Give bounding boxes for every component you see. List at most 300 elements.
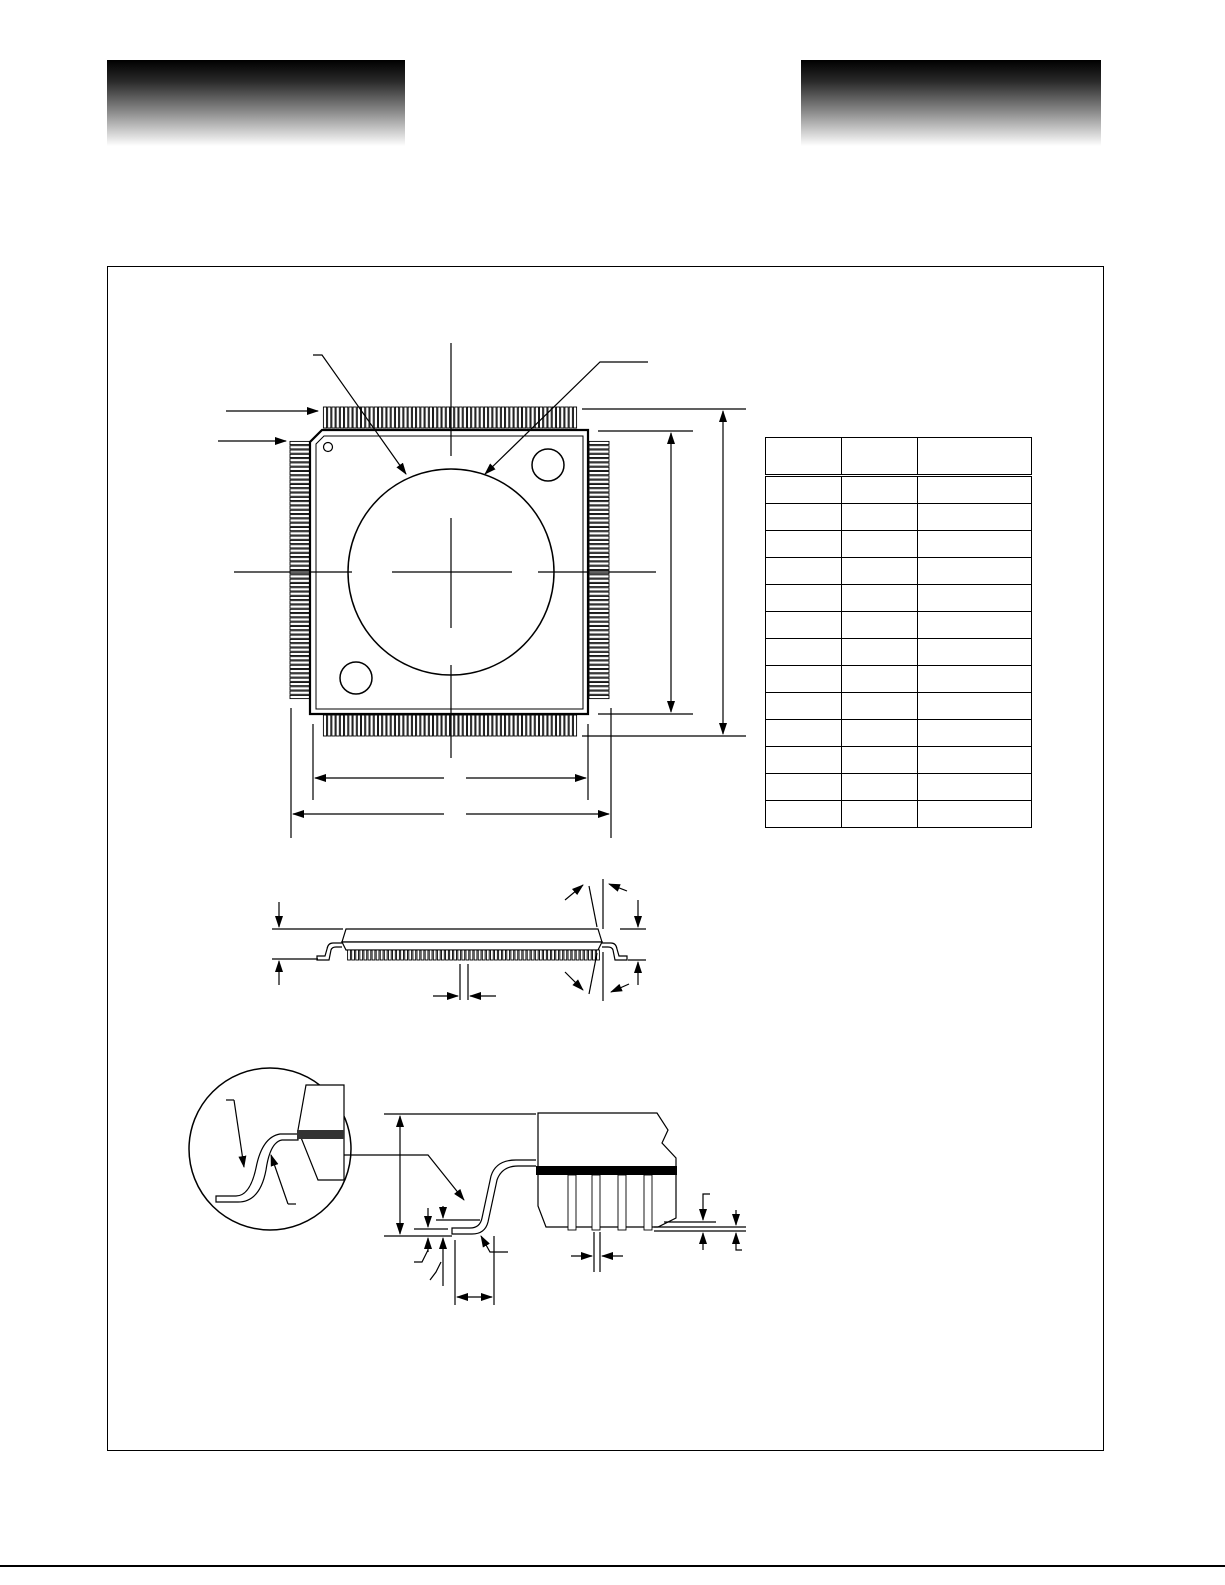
pin: [290, 515, 310, 518]
side-view-leads: [348, 950, 600, 960]
pin: [290, 441, 310, 444]
pin: [589, 601, 609, 604]
pin: [290, 661, 310, 664]
leader-lead-thickness: [414, 1250, 428, 1262]
pin: [395, 407, 398, 428]
pin: [404, 407, 407, 428]
pin: [510, 407, 513, 428]
pin: [378, 407, 381, 428]
side-lead: [584, 950, 587, 960]
side-lead: [576, 950, 579, 960]
pin: [459, 715, 462, 736]
pin: [290, 605, 310, 608]
side-lead: [352, 950, 355, 960]
side-lead: [376, 950, 379, 960]
pin: [290, 648, 310, 651]
pin: [290, 691, 310, 694]
pin: [589, 609, 609, 612]
pin: [290, 472, 310, 475]
pin: [506, 715, 509, 736]
pin: [387, 715, 390, 736]
pin: [455, 407, 458, 428]
pin: [589, 558, 609, 561]
pin: [395, 715, 398, 736]
pin: [484, 407, 487, 428]
pin: [589, 588, 609, 591]
pin: [589, 467, 609, 470]
table-header-row: [766, 438, 1032, 476]
pins-left-column: [290, 441, 310, 698]
pin: [514, 715, 517, 736]
pin: [467, 407, 470, 428]
pin: [589, 549, 609, 552]
pin: [484, 715, 487, 736]
pin: [589, 652, 609, 655]
side-lead: [486, 950, 489, 960]
side-lead: [429, 950, 432, 960]
section-lead: [592, 1175, 600, 1230]
pin: [589, 502, 609, 505]
pin: [589, 670, 609, 673]
pin: [589, 583, 609, 586]
pin: [400, 407, 403, 428]
pin: [290, 644, 310, 647]
pin: [589, 476, 609, 479]
side-lead: [478, 950, 481, 960]
table-cell: [918, 774, 1032, 801]
pin: [497, 715, 500, 736]
pin: [374, 407, 377, 428]
pin: [527, 715, 530, 736]
pin: [589, 691, 609, 694]
table-cell: [842, 747, 918, 774]
pin: [328, 407, 331, 428]
pin: [446, 715, 449, 736]
pin: [589, 480, 609, 483]
pin: [589, 562, 609, 565]
pins-bottom-row: [323, 715, 576, 736]
pin: [290, 506, 310, 509]
pin: [290, 450, 310, 453]
pin: [290, 639, 310, 642]
pin: [510, 715, 513, 736]
angle-arrow-upper-right: [609, 884, 627, 891]
pin: [336, 407, 339, 428]
side-lead: [393, 950, 396, 960]
side-lead: [503, 950, 506, 960]
side-body-lower: [342, 942, 602, 950]
pin: [290, 536, 310, 539]
pin: [544, 715, 547, 736]
pin: [438, 407, 441, 428]
pin: [290, 657, 310, 660]
pin: [383, 715, 386, 736]
side-lead: [425, 950, 428, 960]
table-row: [766, 504, 1032, 531]
pin: [290, 523, 310, 526]
pin: [383, 407, 386, 428]
pin: [531, 715, 534, 736]
pin: [434, 715, 437, 736]
side-lead: [433, 950, 436, 960]
side-lead: [523, 950, 526, 960]
table-cell: [842, 801, 918, 828]
pin: [501, 407, 504, 428]
pin: [290, 678, 310, 681]
pin: [493, 407, 496, 428]
pin: [489, 715, 492, 736]
pin: [429, 715, 432, 736]
pin: [589, 540, 609, 543]
pin: [589, 657, 609, 660]
pin: [589, 493, 609, 496]
pin: [362, 715, 365, 736]
top-view: [218, 343, 746, 838]
pin: [290, 652, 310, 655]
page-bottom-rule: [0, 1565, 1225, 1567]
lead-detail-view: [189, 1068, 746, 1305]
table-cell: [766, 666, 842, 693]
pin: [589, 661, 609, 664]
pin: [523, 407, 526, 428]
table-cell: [766, 693, 842, 720]
section-lead: [644, 1175, 652, 1230]
pin: [589, 532, 609, 535]
pin: [589, 687, 609, 690]
pin: [353, 715, 356, 736]
angle-arrow-upper-left: [565, 885, 583, 900]
side-lead: [552, 950, 555, 960]
side-lead: [364, 950, 367, 960]
pin: [290, 489, 310, 492]
pin: [589, 472, 609, 475]
side-lead: [548, 950, 551, 960]
pin: [290, 540, 310, 543]
pin: [589, 605, 609, 608]
section-gullwing-lead: [452, 1160, 536, 1234]
pin: [290, 575, 310, 578]
pin: [565, 407, 568, 428]
side-lead: [495, 950, 498, 960]
table-cell: [842, 720, 918, 747]
table-cell: [918, 504, 1032, 531]
side-lead: [384, 950, 387, 960]
table-cell: [918, 558, 1032, 585]
pin: [589, 678, 609, 681]
table-cell: [842, 504, 918, 531]
table-cell: [842, 774, 918, 801]
pin: [589, 644, 609, 647]
pin: [290, 476, 310, 479]
pin: [589, 536, 609, 539]
side-lead: [572, 950, 575, 960]
pin: [467, 715, 470, 736]
pin: [573, 715, 576, 736]
pin: [573, 407, 576, 428]
side-lead: [388, 950, 391, 960]
side-lead: [356, 950, 359, 960]
pin: [290, 480, 310, 483]
pin: [417, 407, 420, 428]
pin: [561, 715, 564, 736]
table-cell: [766, 476, 842, 504]
pin: [438, 715, 441, 736]
pin: [336, 715, 339, 736]
pin: [589, 459, 609, 462]
pin: [459, 407, 462, 428]
side-lead: [401, 950, 404, 960]
pin: [569, 715, 572, 736]
pin: [429, 407, 432, 428]
pin: [589, 627, 609, 630]
table-cell: [842, 558, 918, 585]
pin: [378, 715, 381, 736]
table-row: [766, 585, 1032, 612]
table-cell: [766, 747, 842, 774]
pin: [290, 695, 310, 698]
pin: [589, 450, 609, 453]
side-lead: [462, 950, 465, 960]
pin: [366, 715, 369, 736]
pin: [589, 575, 609, 578]
pin: [589, 566, 609, 569]
side-lead: [437, 950, 440, 960]
table-cell: [842, 476, 918, 504]
side-lead: [556, 950, 559, 960]
pin: [290, 609, 310, 612]
pin: [290, 670, 310, 673]
side-lead: [560, 950, 563, 960]
side-lead: [535, 950, 538, 960]
side-lead: [511, 950, 514, 960]
section-leadframe: [536, 1166, 677, 1175]
pin: [506, 407, 509, 428]
pin: [523, 715, 526, 736]
pin: [463, 715, 466, 736]
side-lead: [564, 950, 567, 960]
angle-arrow-lower-right: [611, 984, 629, 992]
pin: [589, 592, 609, 595]
pin: [527, 407, 530, 428]
pin: [589, 463, 609, 466]
detail-leader-3: [344, 1155, 464, 1200]
detail-leader-2-arrow: [271, 1155, 288, 1204]
pin: [349, 715, 352, 736]
table-cell: [766, 774, 842, 801]
side-lead: [593, 950, 596, 960]
side-lead: [490, 950, 493, 960]
pin: [290, 627, 310, 630]
pin: [514, 407, 517, 428]
pin: [290, 583, 310, 586]
pin: [589, 579, 609, 582]
pin: [531, 407, 534, 428]
pin: [589, 695, 609, 698]
pin: [589, 622, 609, 625]
dim-arrow-coplanarity-up: [736, 1233, 742, 1250]
side-lead: [544, 950, 547, 960]
pin: [589, 441, 609, 444]
detail-magnified-lead: [216, 1134, 298, 1202]
table-row: [766, 666, 1032, 693]
pin: [332, 407, 335, 428]
table-cell: [766, 558, 842, 585]
table-cell: [842, 585, 918, 612]
pin: [556, 715, 559, 736]
pin: [290, 588, 310, 591]
pin: [480, 407, 483, 428]
table-header-cell: [766, 438, 842, 476]
pin: [421, 715, 424, 736]
pin: [290, 459, 310, 462]
table-row: [766, 774, 1032, 801]
pin: [589, 489, 609, 492]
side-lead: [588, 950, 591, 960]
pin: [589, 553, 609, 556]
table-cell: [918, 801, 1032, 828]
pin: [589, 506, 609, 509]
pin: [290, 631, 310, 634]
side-lead: [482, 950, 485, 960]
table-row: [766, 639, 1032, 666]
side-lead: [360, 950, 363, 960]
section-lead: [618, 1175, 626, 1230]
pin: [290, 493, 310, 496]
pin: [589, 614, 609, 617]
side-lead: [421, 950, 424, 960]
pin: [408, 715, 411, 736]
table-cell: [766, 531, 842, 558]
pin: [290, 545, 310, 548]
pin: [290, 467, 310, 470]
side-lead: [372, 950, 375, 960]
side-lead: [470, 950, 473, 960]
pin: [589, 618, 609, 621]
table-row: [766, 747, 1032, 774]
side-lead: [368, 950, 371, 960]
pin: [290, 532, 310, 535]
pin: [589, 454, 609, 457]
pin: [589, 523, 609, 526]
pin: [552, 407, 555, 428]
pin: [589, 510, 609, 513]
pin: [290, 510, 310, 513]
pin: [476, 715, 479, 736]
pin: [561, 407, 564, 428]
detail-leader-1-arrow: [234, 1100, 244, 1167]
pin: [290, 566, 310, 569]
pin: [476, 407, 479, 428]
side-lead: [454, 950, 457, 960]
pin: [589, 648, 609, 651]
dimension-table: [765, 437, 1032, 828]
pin: [589, 515, 609, 518]
table-row: [766, 720, 1032, 747]
pin: [518, 715, 521, 736]
pin: [480, 715, 483, 736]
pin: [589, 519, 609, 522]
side-lead: [531, 950, 534, 960]
side-lead: [507, 950, 510, 960]
side-lead: [499, 950, 502, 960]
table-cell: [918, 693, 1032, 720]
dim-arrow-standoff-down: [703, 1194, 710, 1220]
table-row: [766, 801, 1032, 828]
side-lead: [397, 950, 400, 960]
pin: [589, 484, 609, 487]
table-cell: [842, 639, 918, 666]
side-lead: [527, 950, 530, 960]
pin: [589, 674, 609, 677]
pin: [290, 635, 310, 638]
pin: [374, 715, 377, 736]
table-cell: [918, 666, 1032, 693]
side-lead-right: [602, 943, 627, 960]
side-lead: [474, 950, 477, 960]
table-row: [766, 476, 1032, 504]
pin: [290, 596, 310, 599]
pin: [589, 631, 609, 634]
table-cell: [918, 531, 1032, 558]
pin: [328, 715, 331, 736]
side-lead: [539, 950, 542, 960]
pin: [290, 463, 310, 466]
pin: [357, 715, 360, 736]
table-cell: [766, 720, 842, 747]
pin: [290, 497, 310, 500]
pin: [472, 715, 475, 736]
pin: [332, 715, 335, 736]
pin: [290, 446, 310, 449]
table-cell: [766, 612, 842, 639]
pin: [290, 687, 310, 690]
pin: [345, 715, 348, 736]
table-cell: [766, 504, 842, 531]
pin: [552, 715, 555, 736]
pin: [290, 484, 310, 487]
pin: [589, 596, 609, 599]
pin: [340, 407, 343, 428]
pin: [290, 558, 310, 561]
pin: [400, 715, 403, 736]
pin: [442, 715, 445, 736]
pin: [497, 407, 500, 428]
pin: [412, 407, 415, 428]
pin: [589, 682, 609, 685]
table-cell: [842, 666, 918, 693]
pin: [565, 715, 568, 736]
pin: [290, 454, 310, 457]
side-lead: [446, 950, 449, 960]
table-cell: [918, 476, 1032, 504]
pin: [290, 592, 310, 595]
angle-line-upper-slant: [589, 886, 597, 927]
pin: [357, 407, 360, 428]
side-view: [272, 879, 646, 1001]
pin: [518, 407, 521, 428]
pin: [589, 635, 609, 638]
table-row: [766, 531, 1032, 558]
table-cell: [766, 801, 842, 828]
pin: [404, 715, 407, 736]
pin: [290, 601, 310, 604]
pin: [391, 407, 394, 428]
pin: [540, 715, 543, 736]
pin: [408, 407, 411, 428]
side-lead: [413, 950, 416, 960]
table-cell: [918, 612, 1032, 639]
pin: [548, 715, 551, 736]
